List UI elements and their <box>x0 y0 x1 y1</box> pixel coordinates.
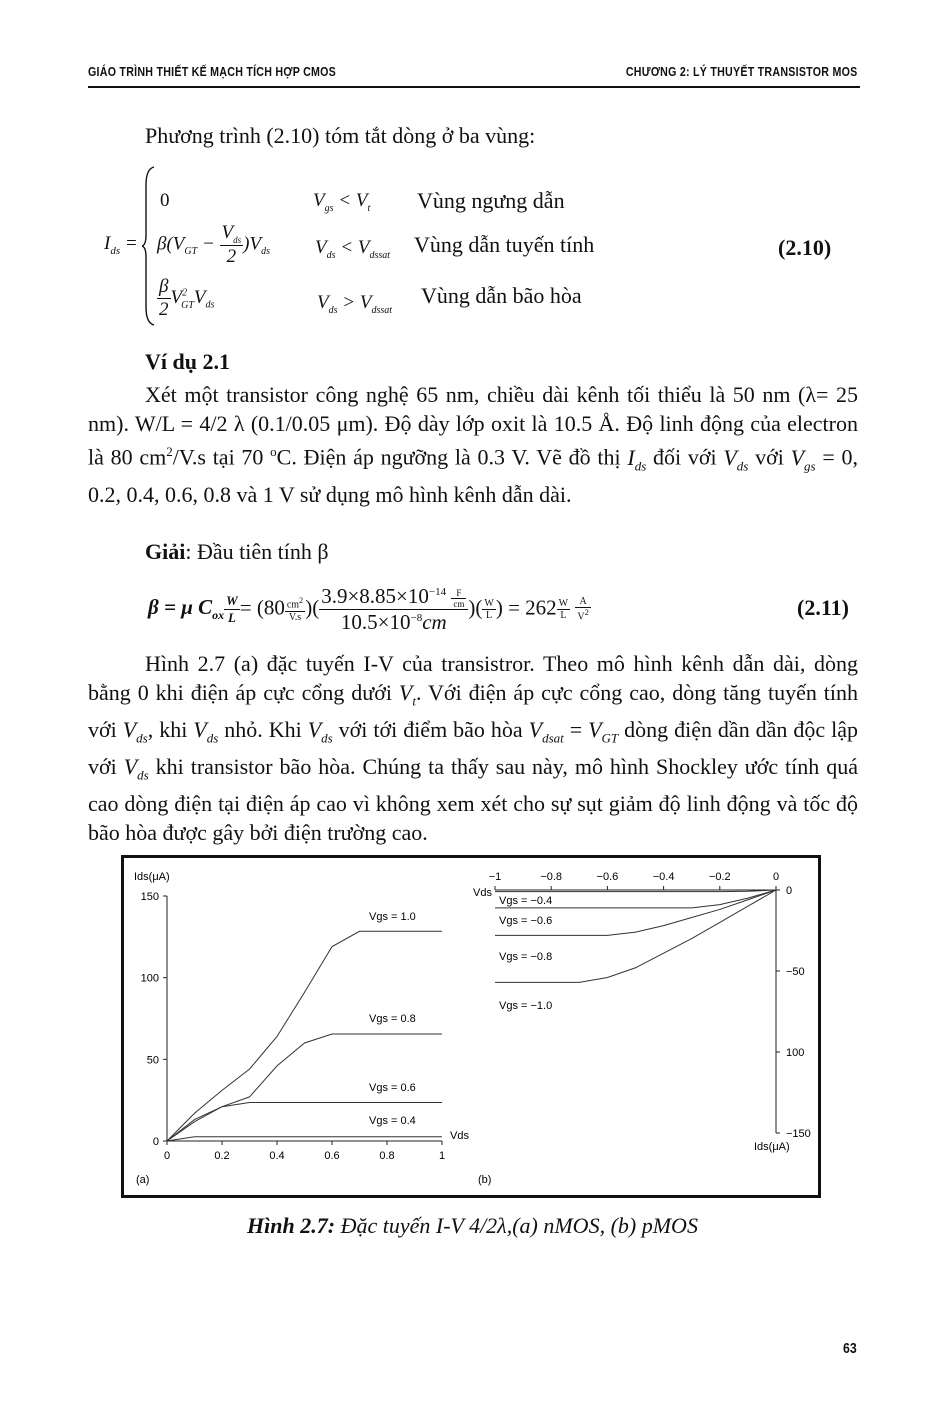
a-x-tick-label: 1 <box>438 1150 446 1162</box>
eq210-row1-region: Vùng ngưng dẫn <box>417 188 565 213</box>
a-y-tick-label: 0 <box>152 1136 159 1148</box>
b-series-label: Vgs = −1.0 <box>499 1000 553 1012</box>
b-x-tick-label: −0.8 <box>540 871 563 883</box>
b-series-label: Vgs = −0.4 <box>499 895 553 907</box>
eq210-row3-cond: $V_{ds} > V_{dssat}$ <box>317 292 393 316</box>
example-body: Xét một transistor công nghệ 65 nm, chiều dài kênh tối thiểu là 50 nm (λ= 25 nm). W/L = 4/2 λ (0.1/0.05 μm). Độ dày lớp oxit là 10.5 Å. Độ linh động của electron là 80 $cm^2/V.s$ tại 70 $^o$C. Điện áp ngưỡng là 0.3 V. Vẽ đồ thị $I_{ds}$ đối với $V_{ds}$ với $V_{gs} = 0$, 0.2, 0.4, 0.6, 0.8 và 1 V sử dụng mô hình kênh dẫn dài. <box>88 382 858 507</box>
eq210-row1-expr: 0 <box>160 190 170 211</box>
eq210-number: (2.10) <box>778 235 832 260</box>
panel-a-label: (a) <box>136 1174 150 1186</box>
eq211: β = μ $C_{ox}$ $\frac{W}{L}$ = (80 $\frac{cm^2}{V.s}$ )( $3.9\times 8.85\times 10^{-14}$ $\frac{F}{cm}$ $10.5\times 10^{-8}cm$ )( $\frac{W}{L}$ ) = 262 $\frac{W}{L}$ $\frac{A}{V^2}$ <box>148 584 589 634</box>
a-series-label: Vgs = 1.0 <box>369 911 416 923</box>
figure-2-7 <box>121 855 821 1198</box>
b-series-label: Vgs = −0.6 <box>499 915 553 927</box>
b-series-label: Vgs = −0.8 <box>499 951 553 963</box>
eq210-lhs: $I_{ds}$ = <box>104 233 138 257</box>
a-y-tick-label: 100 <box>140 972 159 985</box>
a-series-line <box>167 931 442 1141</box>
b-y-axis-label: Ids(μA) <box>754 1141 790 1153</box>
b-x-tick-label: −0.6 <box>596 871 619 883</box>
a-series-label: Vgs = 0.8 <box>369 1013 416 1025</box>
b-y-tick-label: 0 <box>786 885 793 897</box>
header-rule <box>88 86 860 88</box>
b-y-tick-label: −150 <box>786 1128 811 1140</box>
a-series-label: Vgs = 0.6 <box>369 1082 416 1094</box>
eq210-row2-region: Vùng dẫn tuyến tính <box>414 232 595 257</box>
eq211-number: (2.11) <box>797 595 849 620</box>
intro-text: Phương trình (2.10) tóm tắt dòng ở ba vùng: <box>145 123 536 148</box>
eq210-row2-expr: $\beta(V_{GT}$ − $\frac{V_{ds}}{2}$ )$V_{ds}$ <box>157 222 270 267</box>
page-number: 63 <box>843 1340 857 1357</box>
panel-b-label: (b) <box>478 1174 492 1186</box>
a-x-axis-label: Vds <box>450 1130 469 1142</box>
example-title: Ví dụ 2.1 <box>145 349 230 374</box>
b-x-tick-label: −1 <box>488 871 502 883</box>
eq210-row3-region: Vùng dẫn bão hòa <box>421 283 582 308</box>
solution-line: Giải: Đầu tiên tính β <box>145 539 329 564</box>
b-x-tick-label: −0.4 <box>652 871 675 883</box>
running-header-right: CHƯƠNG 2: LÝ THUYẾT TRANSISTOR MOS <box>625 64 857 79</box>
a-y-tick-label: 50 <box>146 1054 159 1067</box>
iv-characteristics-chart <box>124 858 818 1195</box>
eq210-row1-cond: $V_{gs} < V_t$ <box>313 190 371 214</box>
a-series-label: Vgs = 0.4 <box>369 1115 416 1127</box>
a-y-tick-label: 150 <box>140 891 159 903</box>
figure-caption: Hình 2.7: Đặc tuyến I-V 4/2λ,(a) nMOS, (b) pMOS <box>247 1213 698 1238</box>
b-y-tick-label: −50 <box>786 966 805 978</box>
b-x-tick-label: −0.2 <box>708 871 731 883</box>
b-y-tick-label: 100 <box>786 1047 805 1059</box>
running-header-left: GIÁO TRÌNH THIẾT KẾ MẠCH TÍCH HỢP CMOS <box>88 64 337 79</box>
eq210-row3-expr: $\frac{\beta}{2}$ $V^2_{GT}V_{ds}$ <box>159 276 215 320</box>
b-x-tick-label: 0 <box>772 871 780 883</box>
a-series-line <box>167 1137 442 1141</box>
left-brace <box>142 165 156 327</box>
a-y-axis-label: Ids(μA) <box>134 871 170 883</box>
b-x-axis-label: Vds <box>473 887 492 899</box>
eq210-row2-cond: $V_{ds} < V_{dssat}$ <box>315 237 391 261</box>
a-x-tick-label: 0.2 <box>214 1150 230 1162</box>
a-x-tick-label: 0 <box>163 1150 171 1162</box>
a-x-tick-label: 0.6 <box>324 1150 340 1162</box>
body-paragraph: Hình 2.7 (a) đặc tuyến I-V của transistror. Theo mô hình kênh dẫn dài, dòng bằng 0 khi điện áp cực cổng dưới $V_t$. Với điện áp cực cổng cao, dòng tăng tuyến tính với $V_{ds}$, khi $V_{ds}$ nhỏ. Khi $V_{ds}$ với tới điểm bão hòa $V_{dsat} = V_{GT}$ dòng điện dần dần độc lập với $V_{ds}$ khi transistor bão hòa. Chúng ta thấy sau này, mô hình Shockley ước tính quá cao dòng điện tại điện áp cao vì không xem xét cho sự sụt giảm độ linh động và tốc độ bão hòa được gây bởi điện trường cao. <box>88 651 858 845</box>
a-x-tick-label: 0.4 <box>269 1150 285 1162</box>
a-x-tick-label: 0.8 <box>379 1150 395 1162</box>
